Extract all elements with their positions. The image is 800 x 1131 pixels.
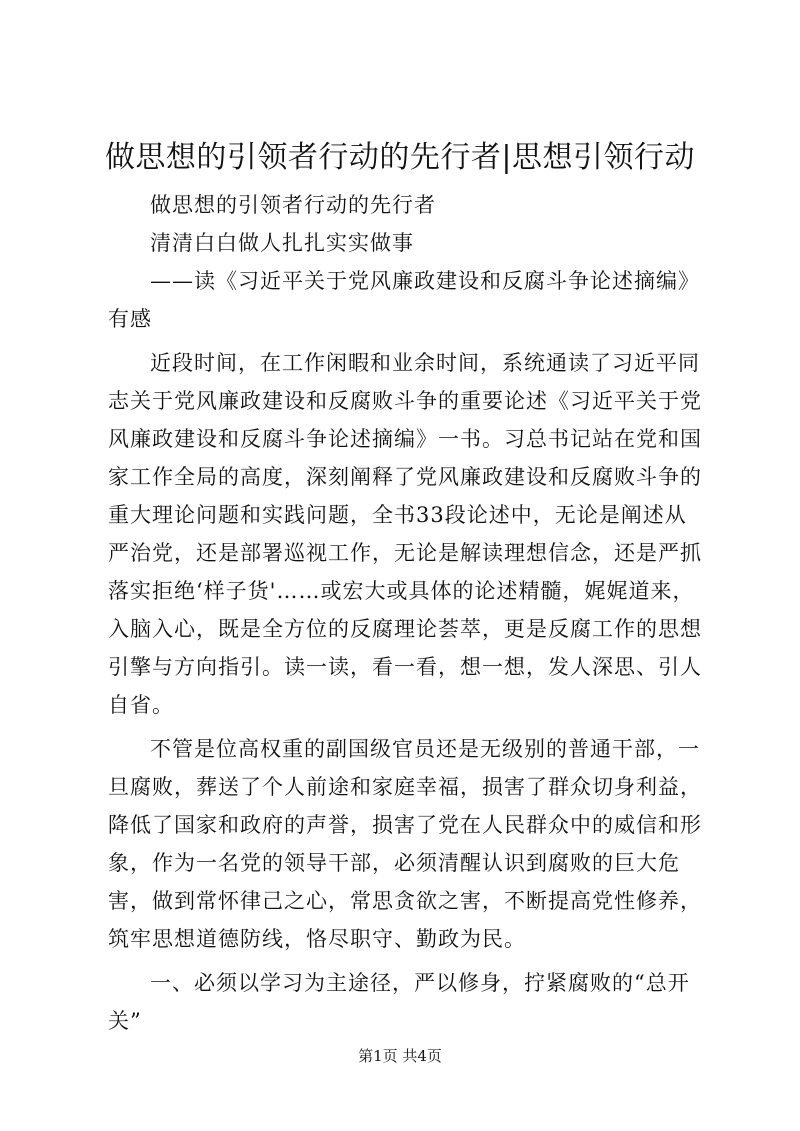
reading-note: ——读《习近平关于党风廉政建设和反腐斗争论述摘编》有感 <box>108 269 700 331</box>
document-title: 做思想的引领者行动的先行者|思想引领行动 <box>104 140 696 175</box>
subtitle-2: 清清白白做人扎扎实实做事 <box>150 231 414 255</box>
section-heading: 一、必须以学习为主途径，严以修身，拧紧腐败的“总开关” <box>108 971 690 1033</box>
document-body <box>108 186 708 1040</box>
paragraph: 近段时间，在工作闲暇和业余时间，系统通读了习近平同志关于党风廉政建设和反腐败斗争的重要论述《习近平关于党风廉政建设和反腐斗争论述摘编》一书。习总书记站在党和国家工作全局的高度，深刻阐释了党风廉政建设和反腐败斗争的重大理论问题和实践问题，全书33段论述中，无论是阐述从严治党，还是部署巡视工作，无论是解读理想信念，还是严抓落实拒绝‘样子货'……或宏大或具体的论述精髓，娓娓道来，入脑入心，既是全方位的反腐理论荟萃，更是反腐工作的思想引擎与方向指引。读一读，看一看，想一想，发人深思、引人自省。 <box>108 351 702 717</box>
subtitle-1: 做思想的引领者行动的先行者 <box>150 193 436 217</box>
page-footer: 第1页 共4页 <box>358 1047 442 1065</box>
paragraph: 不管是位高权重的副国级官员还是无级别的普通干部，一旦腐败，葬送了个人前途和家庭幸福，损害了群众切身利益，降低了国家和政府的声誉，损害了党在人民群众中的威信和形象，作为一名党的领导干部，必须清醒认识到腐败的巨大危害，做到常怀律己之心，常思贪欲之害，不断提高党性修养，筑牢思想道德防线，恪尽职守、勤政为民。 <box>108 737 702 951</box>
